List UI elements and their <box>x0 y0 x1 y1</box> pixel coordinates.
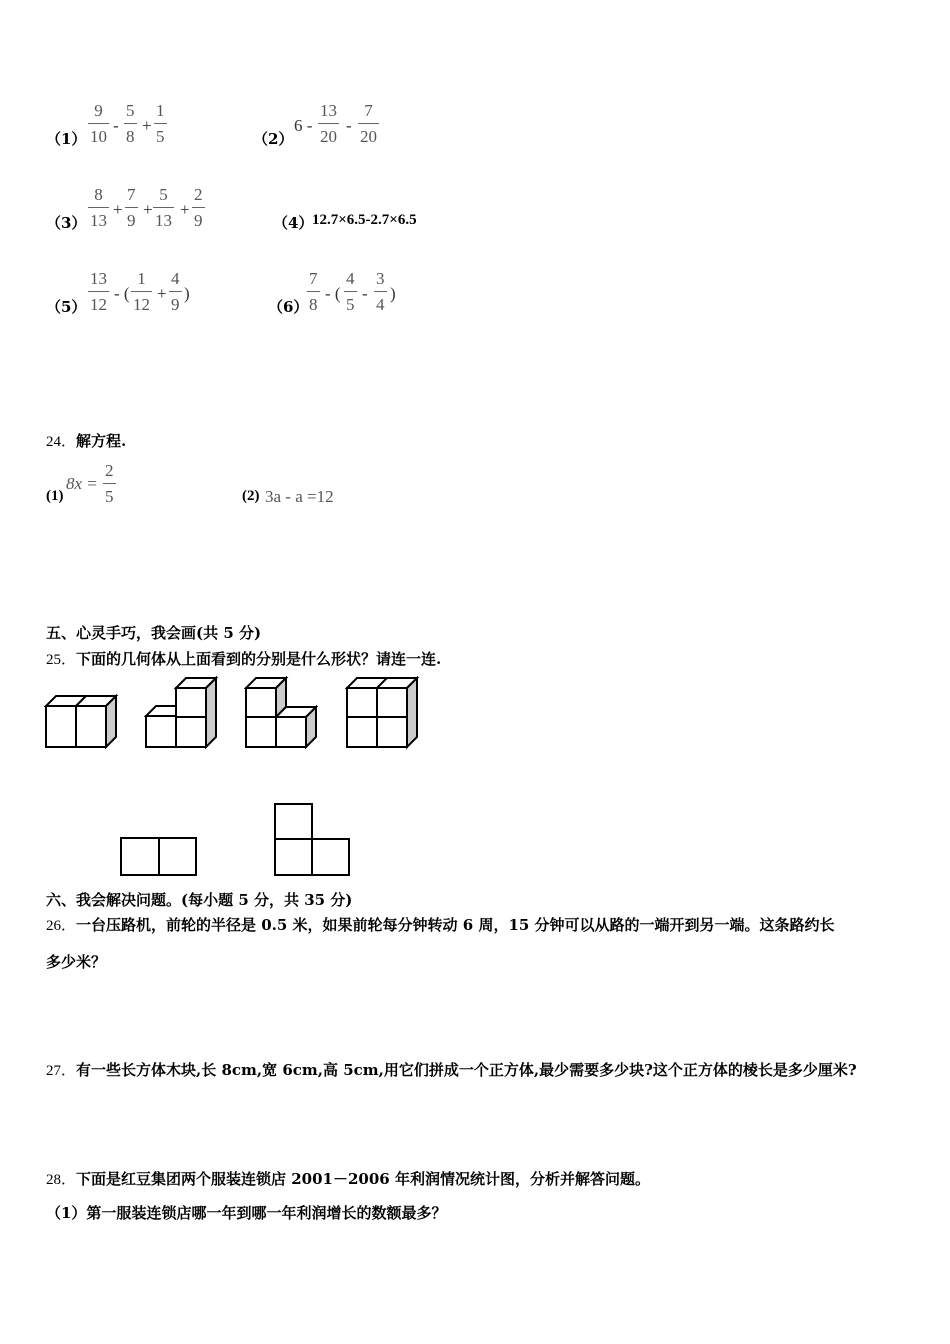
question-number: 28． <box>46 1172 77 1188</box>
fraction: $\frac{13}{20}$ <box>320 101 337 146</box>
fraction: $\frac{13}{12}$ <box>90 269 107 314</box>
calc-expression-4: 12.7×6.5-2.7×6.5 <box>312 212 417 228</box>
operator: - ( <box>114 284 130 303</box>
operator: 6 - <box>294 116 313 135</box>
fraction: $\frac{2}{5}$ <box>105 461 114 506</box>
cube-front-face <box>176 688 206 717</box>
square <box>275 804 312 839</box>
question-number: 26． <box>46 918 77 934</box>
operator: + <box>142 116 152 135</box>
question-number: 25． <box>46 652 77 668</box>
fraction: $\frac{1}{5}$ <box>156 101 165 146</box>
cube-front-face <box>246 688 276 717</box>
operator: + <box>143 200 153 219</box>
cube-front-face <box>377 688 407 717</box>
section-6-heading: 六、我会解决问题。(每小题 5 分，共 35 分) <box>46 891 353 909</box>
equation-expression-2: 3a - a =12 <box>265 487 334 506</box>
equation-lhs: 8x = <box>66 474 98 493</box>
fraction: $\frac{8}{13}$ <box>90 185 107 230</box>
solid-figure-4 <box>345 676 421 750</box>
fraction: $\frac{3}{4}$ <box>376 269 385 314</box>
question-25 <box>46 648 441 669</box>
operator: ) <box>390 284 396 303</box>
square <box>312 839 349 875</box>
square <box>159 838 196 875</box>
equation-label-1: (1) <box>46 488 64 504</box>
top-view-shape-1 <box>119 836 199 877</box>
cube-side-face <box>206 678 216 747</box>
question-text: 有一些长方体木块,长 8cm,宽 6cm,高 5cm,用它们拼成一个正方体,最少需要多少块?这个正方体的棱长是多少厘米? <box>76 1061 857 1079</box>
cube-front-face <box>377 717 407 747</box>
question-24 <box>46 430 126 451</box>
question-text: 下面的几何体从上面看到的分别是什么形状？请连一连. <box>76 650 442 668</box>
calc-label-2: （2） <box>253 130 294 148</box>
cube-front-face <box>76 706 106 747</box>
solid-figure-2 <box>144 676 220 750</box>
square <box>275 839 312 875</box>
calc-label-4: （4） <box>273 214 314 232</box>
question-number: 27． <box>46 1063 77 1079</box>
calc-label-1: （1） <box>46 130 87 148</box>
cube-front-face <box>276 717 306 747</box>
operator: - <box>346 116 352 135</box>
operator: - <box>362 284 368 303</box>
question-28 <box>46 1168 650 1189</box>
question-title: 解方程. <box>76 432 127 450</box>
fraction: $\frac{7}{20}$ <box>360 101 377 146</box>
cube-front-face <box>347 717 377 747</box>
fraction: $\frac{5}{8}$ <box>126 101 135 146</box>
cube-front-face <box>246 717 276 747</box>
cube-side-face <box>106 696 116 747</box>
operator: ) <box>184 284 190 303</box>
equation-label-2: (2) <box>242 488 260 504</box>
calc-label-3: （3） <box>46 214 87 232</box>
operator: - <box>113 116 119 135</box>
operator: + <box>113 200 123 219</box>
question-28-sub-1: （1）第一服装连锁店哪一年到哪一年利润增长的数额最多？ <box>46 1204 447 1222</box>
cube-side-face <box>407 678 417 747</box>
fraction: $\frac{5}{13}$ <box>155 185 172 230</box>
fraction: $\frac{4}{9}$ <box>171 269 180 314</box>
solid-figure-1 <box>44 694 120 750</box>
top-view-shape-2 <box>273 802 353 878</box>
operator: + <box>180 200 190 219</box>
fraction: $\frac{2}{9}$ <box>194 185 203 230</box>
operator: + <box>157 284 167 303</box>
calc-label-6: （6） <box>268 298 309 316</box>
question-27 <box>46 1059 857 1080</box>
fraction: $\frac{1}{12}$ <box>133 269 150 314</box>
cube-front-face <box>176 717 206 747</box>
question-text-line-1: 一台压路机，前轮的半径是 0.5 米，如果前轮每分钟转动 6 周，15 分钟可以从路的一端开到另一端。这条路约长 <box>76 916 835 934</box>
calc-label-5: （5） <box>46 298 87 316</box>
operator: - ( <box>325 284 341 303</box>
cube-front-face <box>46 706 76 747</box>
cube-front-face <box>146 716 176 747</box>
square <box>121 838 159 875</box>
fraction: $\frac{4}{5}$ <box>346 269 355 314</box>
fraction: $\frac{9}{10}$ <box>90 101 107 146</box>
question-number: 24． <box>46 434 77 450</box>
cube-front-face <box>347 688 377 717</box>
question-text: 下面是红豆集团两个服装连锁店 2001－2006 年利润情况统计图，分析并解答问题。 <box>76 1170 650 1188</box>
section-5-heading: 五、心灵手巧，我会画(共 5 分) <box>46 624 262 642</box>
fraction: $\frac{7}{9}$ <box>127 185 136 230</box>
solid-figure-3 <box>244 676 320 750</box>
question-26-line-2: 多少米？ <box>46 953 107 971</box>
fraction: $\frac{7}{8}$ <box>309 269 318 314</box>
question-26 <box>46 914 835 935</box>
